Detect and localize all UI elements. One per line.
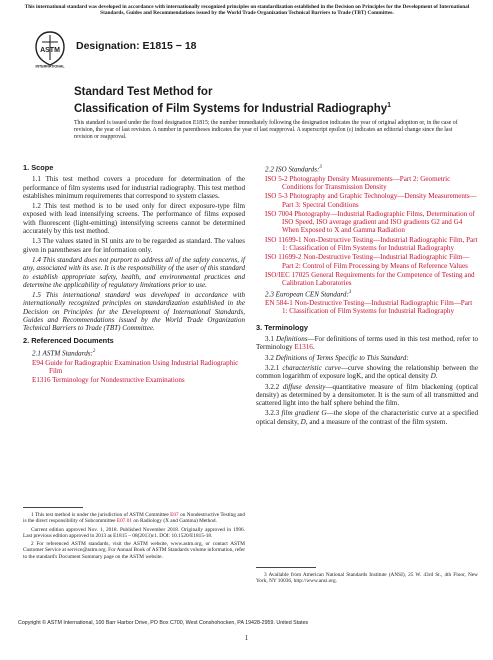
cen-standard-subheading: 2.3 European CEN Standard:$^3$: [265, 289, 352, 298]
svg-text:INTERNATIONAL: INTERNATIONAL: [35, 64, 65, 68]
ref-iso-7004[interactable]: ISO 7004 Photography—Industrial Radiographic Films, Determination of ISO Speed, ISO average gradient and ISO gradients G2 and G4 When Exposed to X and Gamma Radiation: [265, 209, 475, 235]
copyright-footer: Copyright © ASTM International, 100 Barr Harbor Drive, PO Box C700, West Conshohocken, PA 19428-2959. United States: [18, 620, 309, 626]
iso-standards-subheading: 2.2 ISO Standards:$^3$: [265, 165, 322, 174]
astm-logo-icon: [33, 30, 67, 68]
standards-notice: This international standard was developed in accordance with internationally recognized principles on standardization established in the Decision on Principles for the Development of International Standards, Guides and Recommendations issued by the World Trade Organization Technical Barriers to Trade (TBT) Committee.: [24, 4, 470, 17]
ref-iso-5-2[interactable]: ISO 5-2 Photography Density Measurements—Part 2: Geometric Conditions for Transmission Density: [265, 174, 451, 191]
right-column: [256, 164, 478, 428]
para-1-4: 1.4 This standard does not purport to address all of the safety concerns, if any, associated with its use. It is the responsibility of the user of this standard to establish appropriate safety, health, and environmental practices and determine the applicability of regulatory limitations prior to use.: [23, 255, 245, 289]
ref-e1316[interactable]: E1316 Terminology for Nondestructive Examinations: [32, 376, 185, 385]
title-line-2: Classification of Film Systems for Industrial Radiography$^1$: [74, 102, 392, 115]
svg-text:ASTM: ASTM: [40, 47, 60, 54]
para-3-1: 3.1 Definitions—For definitions of terms used in this test method, refer to Terminology E1316.: [256, 335, 478, 352]
ref-iso-11699-1[interactable]: ISO 11699-1 Non-Destructive Testing—Industrial Radiographic Film, Part 1: Classification of Film Systems for Industrial Radiography: [265, 235, 478, 253]
title-line-1: Standard Test Method for: [74, 86, 213, 98]
para-1-3: 1.3 The values stated in SI units are to be regarded as standard. The values given in parentheses are for information only.: [23, 237, 245, 254]
section-1-heading: 1. Scope: [23, 163, 54, 172]
para-3-2-1: 3.2.1 characteristic curve—curve showing the relationship between the common logarithm of exposure logK, and the optical density D.: [256, 363, 478, 381]
page-number: 1: [244, 634, 249, 642]
ref-e94[interactable]: E94 Guide for Radiographic Examination Using Industrial Radiographic Film: [32, 358, 239, 375]
footnotes-left: [23, 512, 245, 562]
footnote-1: 1 This test method is under the jurisdiction of ASTM Committee E07 on Nondestructive Testing and is the direct responsibility of Subcommittee E07.01 on Radiology (X and Gamma) Method.: [23, 512, 245, 525]
document-title: [74, 86, 474, 116]
footnote-3: 3 Available from American National Standards Institute (ANSI), 25 W. 43rd St., 4th Floor, New York, NY 10036, http://www.ansi.org.: [256, 572, 478, 585]
issuance-note: This standard is issued under the fixed designation E1815; the number immediately following the designation indicates the year of original adoption or, in the case of revision, the year of last revision. A number in parentheses indicates the year of last reapproval. A superscript epsilon (ε) indicates an editorial change since the last revision or reapproval.: [74, 120, 458, 140]
para-1-5: 1.5 This international standard was developed in accordance with internationally recognized principles on standardization established in the Decision on Principles for the Development of International Standards, Guides and Recommendations issued by the World Trade Organization Technical Barriers to Trade (TBT) Committee.: [23, 291, 245, 333]
astm-standards-subheading: 2.1 ASTM Standards:$^2$: [32, 348, 96, 358]
footnote-rule-right: [256, 567, 316, 568]
ref-en-584-1[interactable]: EN 584-1 Non-Destructive Testing—Industrial Radiographic Film—Part 1: Classification of Film Systems for Industrial Radiography: [265, 299, 473, 316]
para-1-1: 1.1 This test method covers a procedure for determination of the performance of film systems used for industrial radiography. This test method establishes minimum requirements that correspond to system classes.: [23, 175, 245, 200]
para-1-2: 1.2 This test method is to be used only for direct exposure-type film exposed with lead intensifying screens. The performance of films exposed with fluorescent (light-emitting) intensifying screens cannot be determined accurately by this test method.: [23, 202, 245, 236]
footnote-1-edition: Current edition approved Nov. 1, 2018. Published November 2018. Originally approved in 1996. Last previous edition approved in 2013 as E1815 – 08(2013)ε1. DOI: 10.1520/E1815-18.: [23, 526, 245, 539]
footnote-2: 2 For referenced ASTM standards, visit the ASTM website, www.astm.org, or contact ASTM Customer Service at service@astm.org. For Annual Book of ASTM Standards volume information, refer to the standard's Document Summary page on the ASTM website.: [23, 541, 245, 560]
ref-iso-5-3[interactable]: ISO 5-3 Photography and Graphic Technology—Density Measurements—Part 3: Spectral Conditions: [265, 192, 477, 209]
footnotes-right: [256, 572, 478, 587]
title-footnote-marker[interactable]: 1: [387, 102, 392, 109]
designation: Designation: E1815 − 18: [76, 40, 197, 52]
ref-iso-11699-2[interactable]: ISO 11699-2 Non-Destructive Testing—Industrial Radiographic Film—Part 2: Control of Film Processing by Means of Reference Values: [265, 253, 470, 270]
ref-link-e1316[interactable]: E1316: [294, 343, 313, 352]
footnote-rule-left: [23, 507, 83, 508]
para-3-2-2: 3.2.2 diffuse density—quantitative measure of film blackening (optical density) as determined by a densitometer. It is the sum of all transmitted and scattered light into the half sphere behind the film.: [256, 382, 478, 408]
section-2-heading: 2. Referenced Documents: [23, 335, 114, 345]
para-3-2-3: 3.2.3 film gradient G—the slope of the characteristic curve at a specified optical density, D, and a measure of the contrast of the film system.: [256, 409, 478, 426]
ref-iso-iec-17025[interactable]: ISO/IEC 17025 General Requirements for the Competence of Testing and Calibration Laboratories: [265, 270, 475, 288]
section-3-heading: 3. Terminology: [256, 322, 309, 332]
para-3-2: 3.2 Definitions of Terms Specific to This Standard:: [265, 353, 409, 362]
left-column: [23, 164, 245, 385]
